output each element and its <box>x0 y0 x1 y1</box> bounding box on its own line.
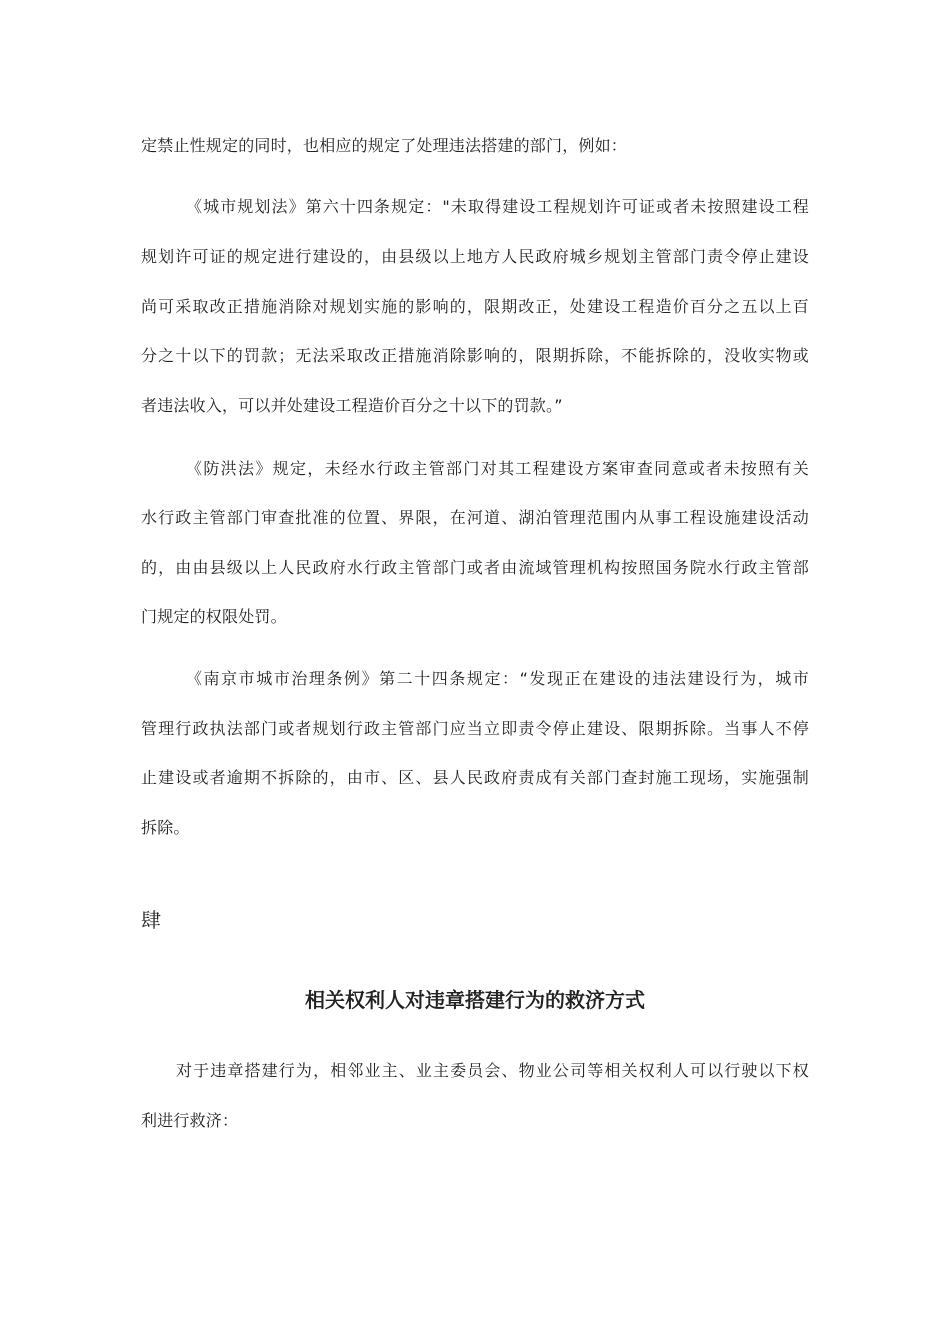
flood-law-line-2: 水行政主管部门审查批准的位置、界限，在河道、湖泊管理范围内从事工程设施建设活动 <box>141 508 809 527</box>
flood-law-line-3: 的，由由县级以上人民政府水行政主管部门或者由流域管理机构按照国务院水行政主管部 <box>141 558 809 577</box>
section-body-line-2: 利进行救济： <box>141 1111 239 1130</box>
planning-law-line-2: 规划许可证的规定进行建设的，由县级以上地方人民政府城乡规划主管部门责令停止建设 <box>141 247 809 266</box>
planning-law-line-1: 《城市规划法》第六十四条规定："未取得建设工程规划许可证或者未按照建设工程 <box>186 197 809 216</box>
flood-law-line-1: 《防洪法》规定，未经水行政主管部门对其工程建设方案审查同意或者未按照有关 <box>186 459 809 478</box>
planning-law-line-5: 者违法收入，可以并处建设工程造价百分之十以下的罚款。” <box>141 396 563 415</box>
section-number: 肆 <box>141 908 161 932</box>
nanjing-regulation-line-1: 《南京市城市治理条例》第二十四条规定：“发现正在建设的违法建设行为，城市 <box>186 669 809 688</box>
nanjing-regulation-line-3: 止建设或者逾期不拆除的，由市、区、县人民政府责成有关部门查封施工现场，实施强制 <box>141 768 809 787</box>
nanjing-regulation-line-4: 拆除。 <box>141 818 190 837</box>
section-heading: 相关权利人对违章搭建行为的救济方式 <box>305 988 645 1012</box>
flood-law-line-4: 门规定的权限处罚。 <box>141 607 287 626</box>
section-body-line-1: 对于违章搭建行为，相邻业主、业主委员会、物业公司等相关权利人可以行驶以下权 <box>176 1061 809 1080</box>
planning-law-line-3: 尚可采取改正措施消除对规划实施的影响的，限期改正，处建设工程造价百分之五以上百 <box>141 297 809 316</box>
nanjing-regulation-line-2: 管理行政执法部门或者规划行政主管部门应当立即责令停止建设、限期拆除。当事人不停 <box>141 719 809 738</box>
intro-line-1: 定禁止性规定的同时，也相应的规定了处理违法搭建的部门，例如： <box>141 136 628 155</box>
planning-law-line-4: 分之十以下的罚款；无法采取改正措施消除影响的，限期拆除，不能拆除的，没收实物或 <box>141 346 809 365</box>
